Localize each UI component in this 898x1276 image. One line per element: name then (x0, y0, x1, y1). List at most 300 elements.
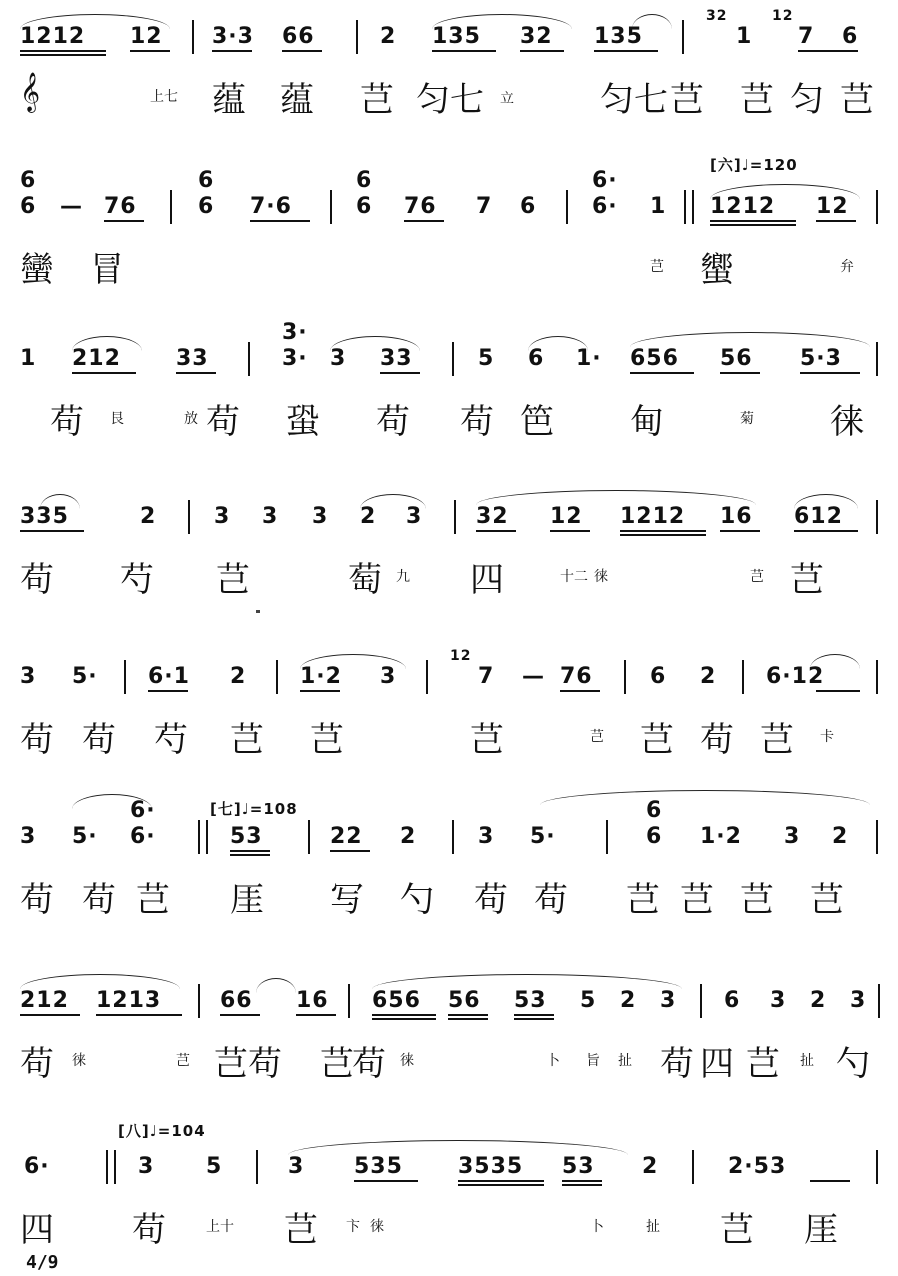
note: 1·2 (300, 664, 342, 689)
jianzi-char: 放 (184, 411, 198, 427)
underline (448, 1014, 488, 1016)
underline (372, 1014, 436, 1016)
jianzi-char: 芑 (720, 1210, 754, 1250)
jianzi-char: 芑 (740, 80, 774, 120)
note: 33 (176, 346, 209, 371)
note: 6· (592, 194, 618, 219)
jianzi-char: 苟 (352, 1044, 386, 1084)
underline (458, 1184, 544, 1186)
jianzipu-line (20, 242, 882, 290)
underline (432, 50, 496, 52)
note: 135 (594, 24, 643, 49)
underline (710, 220, 796, 222)
underline (300, 690, 340, 692)
jianzi-char: 芍 (154, 720, 188, 760)
barline (682, 20, 684, 54)
tempo-marking: [八]♩=104 (118, 1122, 206, 1140)
underline (594, 50, 658, 52)
underline (448, 1018, 488, 1020)
jianzi-char: 芑 (650, 259, 664, 275)
notation-line (20, 156, 882, 234)
barline (692, 1150, 694, 1184)
jianzi-char: 芑 (760, 720, 794, 760)
note: 1·2 (700, 824, 742, 849)
underline (20, 54, 106, 56)
jianzi-char: 苟 (474, 880, 508, 920)
jianzi-char: 卞 (346, 1219, 360, 1235)
jianzi-char: 苟 (534, 880, 568, 920)
jianzi-char: 苟 (248, 1044, 282, 1084)
note: 535 (354, 1154, 403, 1179)
underline (220, 1014, 260, 1016)
underline (250, 220, 310, 222)
underline (372, 1018, 436, 1020)
note: 3 (770, 988, 787, 1013)
underline (562, 1180, 602, 1182)
slur (40, 494, 80, 509)
tempo-marking: [七]♩=108 (210, 800, 298, 818)
jianzipu-line (20, 72, 882, 120)
underline (720, 372, 760, 374)
jianzi-char: 卜 (546, 1053, 560, 1069)
underline (816, 220, 856, 222)
underline (620, 534, 706, 536)
note: 33 (380, 346, 413, 371)
slur (528, 336, 588, 351)
note: 3 (478, 824, 495, 849)
underline (148, 690, 188, 692)
barline (454, 500, 456, 534)
note: 2 (140, 504, 157, 529)
underline (20, 50, 106, 52)
note: 1 (650, 194, 667, 219)
jianzi-char: 艮 (110, 411, 124, 427)
barline (170, 190, 172, 224)
note: 22 (330, 824, 363, 849)
note: 76 (404, 194, 437, 219)
jianzipu-line (20, 872, 882, 920)
notation-line (20, 8, 882, 64)
slur (432, 14, 572, 29)
jianzi-char: 厓 (230, 880, 264, 920)
note: 6 (842, 24, 859, 49)
note: 5· (72, 664, 98, 689)
note: 6 (646, 824, 663, 849)
barline (876, 342, 878, 376)
barline (348, 984, 350, 1018)
note: 2 (700, 664, 717, 689)
note: — (60, 194, 83, 219)
slur (72, 336, 142, 351)
jianzi-char: 苟 (700, 720, 734, 760)
underline (520, 50, 564, 52)
barline (878, 984, 880, 1018)
slur (794, 494, 858, 509)
note: 6· (130, 824, 156, 849)
jianzi-char: 芑 (810, 880, 844, 920)
note: 1 (736, 24, 753, 49)
jianzi-char: 苟 (20, 560, 54, 600)
jianzi-char: 匀 (790, 80, 824, 120)
jianzi-char: 芑 (284, 1210, 318, 1250)
barline (452, 342, 454, 376)
jianzi-char: 芑 (214, 1044, 248, 1084)
note: 56 (448, 988, 481, 1013)
notation-line (20, 1122, 882, 1194)
jianzi-char: 匀七 (416, 80, 484, 120)
underline (296, 1014, 336, 1016)
slur (256, 978, 296, 993)
barline (248, 342, 250, 376)
barline (700, 984, 702, 1018)
jianzi-char: 芑 (590, 729, 604, 745)
jianzi-char: 勺 (400, 880, 434, 920)
underline (800, 372, 860, 374)
underline (282, 50, 322, 52)
jianzi-char: 苟 (132, 1210, 166, 1250)
jianzi-char: 徕 (830, 402, 864, 442)
note: 3 (660, 988, 677, 1013)
jianzi-char: 芑 (470, 720, 504, 760)
jianzi-char: 芑 (640, 720, 674, 760)
jianzi-char: 苟 (82, 880, 116, 920)
underline (630, 372, 694, 374)
jianzi-char: 苟 (50, 402, 84, 442)
jianzi-char: 厓 (804, 1210, 838, 1250)
barline (124, 660, 126, 694)
jianzi-char: 芑 (176, 1053, 190, 1069)
slur (300, 654, 406, 669)
grace-note: 12 (772, 8, 794, 24)
underline (560, 690, 600, 692)
slur (330, 336, 420, 351)
underline (798, 50, 858, 52)
jianzi-char: 十二 (560, 569, 588, 585)
barline (876, 190, 878, 224)
jianzi-char: 苟 (20, 720, 54, 760)
underline (230, 850, 270, 852)
note: — (522, 664, 545, 689)
slur (476, 490, 756, 505)
jianzi-char: 芑 (216, 560, 250, 600)
underline (810, 1180, 850, 1182)
jianzi-char: 上七 (150, 89, 178, 105)
underline (514, 1014, 554, 1016)
barline (330, 190, 332, 224)
jianzi-char: 徕 (400, 1053, 414, 1069)
note: 53 (562, 1154, 595, 1179)
note: 1212 (20, 24, 86, 49)
jianzi-char: 扯 (618, 1053, 632, 1069)
note: 6 (724, 988, 741, 1013)
note: 3535 (458, 1154, 524, 1179)
note: 32 (520, 24, 553, 49)
jianzi-char: 甸 (630, 402, 664, 442)
note: 1· (576, 346, 602, 371)
note: 12 (816, 194, 849, 219)
note: 6·1 (148, 664, 190, 689)
note: 212 (20, 988, 69, 1013)
barline (276, 660, 278, 694)
notation-line (20, 504, 882, 544)
jianzi-char: 苟 (206, 402, 240, 442)
note: 7 (798, 24, 815, 49)
jianzi-char: 冒 (90, 250, 124, 290)
note: 6 (520, 194, 537, 219)
underline (354, 1180, 418, 1182)
jianzi-char: 𝄞 (20, 72, 41, 112)
barline (188, 500, 190, 534)
slur (288, 1140, 628, 1155)
jianzi-char: 徕 (370, 1219, 384, 1235)
jianzi-char: 蕴 (212, 80, 246, 120)
jianzi-char: 卡 (820, 729, 834, 745)
jianzi-char: 九 (396, 569, 410, 585)
jianzi-char: 芑 (360, 80, 394, 120)
page-number: 4/9 (26, 1252, 59, 1273)
jianzi-char: 苟 (82, 720, 116, 760)
underline (620, 530, 706, 532)
underline (710, 224, 796, 226)
jianzi-char: 芑 (746, 1044, 780, 1084)
jianzi-char: 旨 (586, 1053, 600, 1069)
jianzipu-line (20, 552, 882, 600)
jianzi-char: 苟 (460, 402, 494, 442)
upper-note: 3· (282, 320, 308, 345)
underline (212, 50, 252, 52)
jianzi-char: 芑 (740, 880, 774, 920)
underline (330, 850, 370, 852)
jianzi-char: 弁 (840, 259, 854, 275)
note: 6 (356, 194, 373, 219)
note: 6 (20, 194, 37, 219)
jianzi-char: 蠁 (700, 250, 734, 290)
note: 76 (104, 194, 137, 219)
jianzi-char: 蠻 (20, 250, 54, 290)
jianzi-char: 蛩 (286, 402, 320, 442)
note: 32 (476, 504, 509, 529)
note: 5·3 (800, 346, 842, 371)
slur (810, 654, 860, 669)
note: 76 (560, 664, 593, 689)
jianzi-char: 芑 (230, 720, 264, 760)
note: 2 (642, 1154, 659, 1179)
jianzi-char: 徕 (594, 569, 608, 585)
underline (96, 1014, 182, 1016)
barline (256, 1150, 258, 1184)
slur (20, 974, 180, 989)
slur (72, 794, 152, 809)
underline (476, 530, 516, 532)
barline (198, 984, 200, 1018)
notation-line (20, 798, 882, 864)
note: 656 (630, 346, 679, 371)
note: 3·3 (212, 24, 254, 49)
note: 1212 (710, 194, 776, 219)
jianzipu-line (20, 1036, 882, 1084)
jianzi-char: 匀七 (600, 80, 668, 120)
note: 6 (528, 346, 545, 371)
note: 612 (794, 504, 843, 529)
jianzi-char: 上十 (206, 1219, 234, 1235)
note: 6·12 (766, 664, 825, 689)
barline (192, 20, 194, 54)
note: 6 (198, 194, 215, 219)
jianzi-char: 苟 (20, 880, 54, 920)
underline (230, 854, 270, 856)
jianzi-char: 蕴 (280, 80, 314, 120)
jianzi-char: 芑 (790, 560, 824, 600)
note: 66 (282, 24, 315, 49)
underline (404, 220, 444, 222)
jianzi-char: 芑 (320, 1044, 354, 1084)
jianzi-char: 扯 (646, 1219, 660, 1235)
note: 56 (720, 346, 753, 371)
jianzipu-line (20, 394, 882, 442)
underline (104, 220, 144, 222)
note: 335 (20, 504, 69, 529)
note: 2 (360, 504, 377, 529)
jianzi-char: 萄 (348, 560, 382, 600)
upper-note: 6· (592, 168, 618, 193)
underline (176, 372, 216, 374)
jianzi-char: 苟 (20, 1044, 54, 1084)
barline (356, 20, 358, 54)
underline (562, 1184, 602, 1186)
note: 3 (20, 664, 37, 689)
note: 12 (130, 24, 163, 49)
slur (372, 974, 682, 989)
underline (458, 1180, 544, 1182)
barline (876, 500, 878, 534)
slur (632, 14, 672, 29)
underline (130, 50, 170, 52)
jianzi-char: 扯 (800, 1053, 814, 1069)
jianzipu-line (20, 712, 882, 760)
barline (742, 660, 744, 694)
double-barline (684, 190, 694, 224)
jianzi-char: 菊 (740, 411, 754, 427)
upper-note: 6 (198, 168, 215, 193)
note: 3 (850, 988, 867, 1013)
jianzi-char: 笆 (520, 402, 554, 442)
slur (540, 790, 870, 805)
note: 7 (478, 664, 495, 689)
jianzi-char: 四 (700, 1044, 734, 1084)
barline (876, 820, 878, 854)
jianzi-char: 芑 (310, 720, 344, 760)
note: 1 (20, 346, 37, 371)
note: 212 (72, 346, 121, 371)
note: 7·6 (250, 194, 292, 219)
slur (20, 14, 170, 29)
note: 5 (206, 1154, 223, 1179)
notation-line (20, 648, 882, 704)
note: 5 (580, 988, 597, 1013)
underline (380, 372, 420, 374)
jianzi-char: 徕 (72, 1053, 86, 1069)
note: 2 (620, 988, 637, 1013)
note: 3 (312, 504, 329, 529)
underline (816, 690, 860, 692)
barline (876, 1150, 878, 1184)
notation-line (20, 320, 882, 386)
jianzi-char: 芑 (670, 80, 704, 120)
underline (550, 530, 590, 532)
note: 135 (432, 24, 481, 49)
upper-note: 6 (356, 168, 373, 193)
note: 3 (138, 1154, 155, 1179)
barline (426, 660, 428, 694)
jianzi-char: 四 (20, 1210, 54, 1250)
tempo-marking: [六]♩=120 (710, 156, 798, 174)
note: 3 (330, 346, 347, 371)
upper-note: 6 (646, 798, 663, 823)
note: 6· (24, 1154, 50, 1179)
grace-note: 12 (450, 648, 472, 664)
note: 3 (262, 504, 279, 529)
note: 1213 (96, 988, 162, 1013)
barline (624, 660, 626, 694)
note: 16 (720, 504, 753, 529)
jianzi-char: 四 (470, 560, 504, 600)
slur (630, 332, 870, 347)
note: 12 (550, 504, 583, 529)
note: 3 (380, 664, 397, 689)
underline (72, 372, 136, 374)
jianzi-char: 勺 (836, 1044, 870, 1084)
note: 5· (72, 824, 98, 849)
underline (514, 1018, 554, 1020)
double-barline (198, 820, 208, 854)
slur (360, 494, 426, 509)
note: 5· (530, 824, 556, 849)
ink-speck (256, 610, 260, 613)
underline (720, 530, 760, 532)
note: 66 (220, 988, 253, 1013)
note: 656 (372, 988, 421, 1013)
note: 3 (784, 824, 801, 849)
note: 2 (400, 824, 417, 849)
note: 2 (810, 988, 827, 1013)
underline (794, 530, 858, 532)
upper-note: 6 (20, 168, 37, 193)
slur (710, 184, 860, 199)
jianzi-char: 苟 (376, 402, 410, 442)
note: 2 (230, 664, 247, 689)
note: 16 (296, 988, 329, 1013)
barline (308, 820, 310, 854)
note: 2·53 (728, 1154, 787, 1179)
grace-note: 32 (706, 8, 728, 24)
jianzi-char: 芍 (120, 560, 154, 600)
jianzi-char: 芑 (680, 880, 714, 920)
note: 5 (478, 346, 495, 371)
jianzi-char: 芑 (626, 880, 660, 920)
barline (452, 820, 454, 854)
note: 6 (650, 664, 667, 689)
underline (20, 530, 84, 532)
note: 53 (514, 988, 547, 1013)
jianzipu-line (20, 1202, 882, 1250)
note: 2 (380, 24, 397, 49)
underline (20, 1014, 80, 1016)
notation-line (20, 988, 882, 1028)
barline (566, 190, 568, 224)
note: 3 (406, 504, 423, 529)
note: 7 (476, 194, 493, 219)
double-barline (106, 1150, 116, 1184)
